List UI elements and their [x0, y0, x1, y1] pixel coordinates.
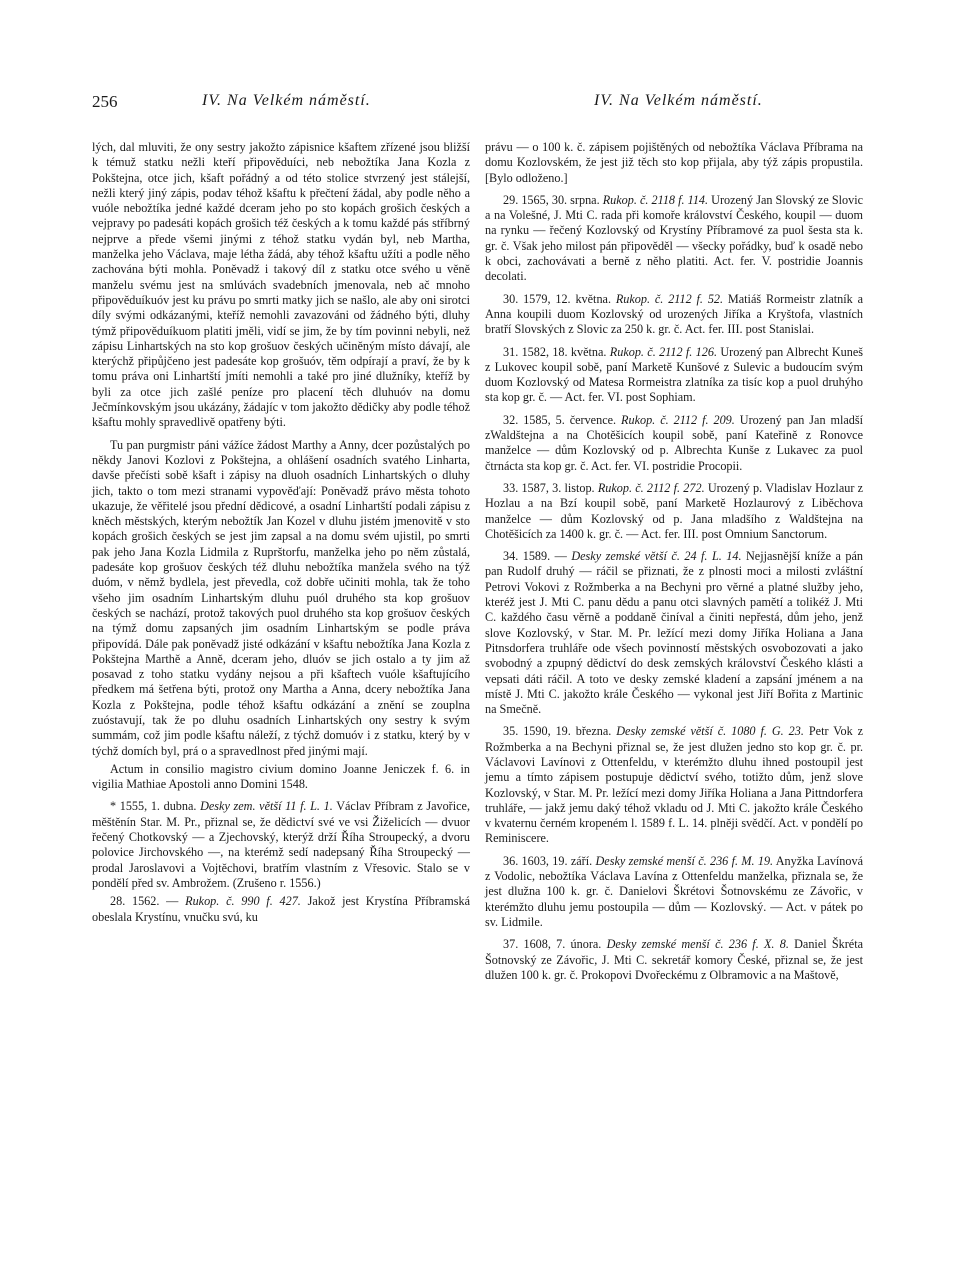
- entry-35: [485, 724, 863, 846]
- entry-34-body: Nejjasnější kníže a pán pan Rudolf druhý — ráčil se přiznati, že z plnosti moci a milosti zvláštní Petrovi Vokovi z Rožmberka a na Bechyni pro věrné a platné služby jeho, kteréž jest J. Mti C. panu dědu a panu otci slavných pamětí a tolikéž J. Mti C. každého času věrně a poddaně činíval a činiti nepřestá, dům jeho, jenž slove Kozlovský, v Star. M. Pr. ležící mezi domy Jiříka Holiana a Jana Pitnsdorfera truhláře ode všech povinností městských osvobozovati a jako svobodný a zpupný dědictví do desk zemských království Českého klásti a vepsati dáti ráčil. A toto ve desky zemské kladení a zapsání jménem a na místě J. Mti C. jakožto krále Českého — vykonal jest Jiří Bořita z Martinic na Smečně.: [485, 549, 864, 717]
- entry-28-body: Jakož jest Krystína Příbramská obeslala Krystínu, vnučku svú, ku: [92, 894, 471, 924]
- entry-30-source: Rukop. č. 2112 f. 52.: [615, 291, 724, 306]
- entry-29-head: 29. 1565, 30. srpna.: [503, 192, 600, 207]
- entry-27-source: Desky zem. větší 11 f. L. 1.: [200, 799, 333, 814]
- page-number: 256: [92, 92, 118, 111]
- entry-27-head: * 1555, 1. dubna.: [110, 799, 197, 814]
- entry-37-body: Daniel Škréta Šotnovský ze Závořic, J. Mti C. sekretář komory České, přiznal se, že jest dlužen 100 k. gr. č. Prokopovi Dvořeckému z Olbramovic a na Maštově,: [485, 937, 863, 982]
- running-head-left: IV. Na Velkém náměstí.: [202, 92, 371, 109]
- entry-36-head: 36. 1603, 19. září.: [503, 853, 593, 868]
- paragraph-right-continuation: právu — o 100 k. č. zápisem pojištěných od nebožtíka Václava Příbrama na domu Kozlovském, že jest již těch sto kop přijala, aby týž zápis propustila. [Bylo odloženo.]: [485, 140, 863, 185]
- entry-37: [485, 937, 863, 983]
- entry-30: [485, 292, 863, 338]
- entry-29-body: Urozený Jan Slovský ze Slovic a na Volešné, J. Mti C. rada při komoře království Českého, koupil — duom na rynku — řečený Kozlovský od Krystíny Příbramové za puol šesta sta k. gr. č. Však jeho milost pán připověděl — všecky pořádky, buď k osadě nebo k obci, zachovávati a berně z něho platiti. Act. fer. V. postridie Joannis decolati.: [485, 192, 863, 284]
- paragraph-verdict: Tu pan purgmistr páni vážíce žádost Marthy a Anny, dcer pozůstalých po někdy Janovi Kozlovi z Pokštejna, a ohlášení osadních svatého Linharta, davše přečísti sobě kšaft i zápisy na dluoh osadních Linhartských o dluhy jich, takto o tom mezi stranami vypověďají: Poněvadž právo města tohoto ukazuje, že věřitelé jsou přední dědicové, a osadní Linhartští podali zápisu z kněch městských, kterým nebožtík Jan Kozel v dluhu jistém jmenovitě v sto kopách grošich českých se jest jim zapsal a na domu svém ujistil, po smrti pak jeho Jana Kozla Lidmila z Ruprštorfu, manželka jeho po něm zůstalá, padesáte kop grošuov českých též dluhu nebožtíka manžela svého na týž duóm, v němž bydlela, jest převedla, což dobře učiniti mohla, tak že toho všeho jim osadním Linhartským dluhu puól druhého sta kop grošuov českých se nachází, protož takových puol druhého sta kop grošuov českých na týmž domu zapsaných jim osadním Linhartským se podle práva připovídá. Dále pak poněvadž jisté odkázání v kšaftu nebožtíka Jana Kozla z Pokštejna Marthě a Anně, dceram jeho, dluóv se jich ostalo a ty jim až posavad z toho statku vydány nejsou a při kšaftech vuóle kšaftujícího předkem má šetřena býti, protož ony Martha a Anna, dcery nebožtíka Jana Kozla z Pokštejna, podle téhož kšaftu odkázání a znění se zouplna zuóstavují, tak že po dluhu osadních Linhartských ony sestry k svým summám, což jim podle kšaftu náleží, z týchž domuóv i z statku, který by v týchž domích byl, prá o a spravedlnost před jinými mají.: [92, 437, 470, 758]
- entry-32-source: Rukop. č. 2112 f. 209.: [621, 412, 735, 427]
- entry-29-source: Rukop. č. 2118 f. 114.: [602, 192, 709, 207]
- entry-35-body: Petr Vok z Rožmberka a na Bechyni přiznal se, že jest dlužen jedno sto kop gr. č. pr. Václavovi Lavínovi z Ottenfeldu, v kterémžto dluhu ihned postoupil jest jemu a tímto zápisem postupuje dědictví svého, totižto dům, jenž slove Kozlovský, v Star. M. Pr. ležící mezi domy Jiříka Holiana a Jana Pittndorfera truhláře, — jakž jemu daký téhož vkladu od J. Mti C. jakožto krále Českého v kvaternu černém kropeném l. 1589 f. L. 14. plněji svědčí. Act. v pondělí po Reminiscere.: [485, 724, 864, 846]
- page-header: [92, 92, 768, 116]
- entry-27: [92, 799, 470, 891]
- paragraph-continuation: lých, dal mluviti, že ony sestry jakožto zápisnice kšaftem zřízené jsou bližší k témuž statku nežli kteří připověduíci, neb nebožtíka Jana Kozla z Pokštejna, otce jich, kšaft pořádný a od této stolice stvrzený jest stálejší, nežli který jiný zápis, podav téhož kšaftu k přečtení žádal, aby podle něho a vuóle nebožtíka jedné každé dceram jeho po sto kopách grošich českých a vejpravy po padesáti kopách grošich též českých a k tomu každé pás stříbrný nejprve a přede všemi jinými z téhož statku vydán byl, neb Martha, manželka jeho Václava, maje létha žádá, aby téhož kšaftu užíti a podle něho zachována býti mohla. Poněvadž i takový díl z statku otce svého u věně manželu svému jest na smlúvách svadebních jmenovala, neb ač mnoho připověduíkuóv jest ku právu po smrti matky jich se našlo, ale aby oni sirotci díly svými odkázanými, kteříž nemohli zavazováni od žádného býti, dluhy týmž připověduíkuom platiti jměli, vidí se jim, že by tím povinni nebyli, než zápisu Linhartských na sto kop grošuov českých učiněným místo dávají, ale kterýchž připůjčeno jest padesáte kop grošuóv, těm odpírají a praví, že by k tomu práva oni Linhartští jmíti nemohli a také pro jiné dlužníky, kteříž by byli za otce jich zašlé peníze pro placení těch dluhuóv na domu Ječmínkovským jsou ukázány, žádajíc v tom jakožto dědičky aby podle téhož kšaftu mohly spravedlivě opatřeny býti.: [92, 140, 470, 430]
- entry-27-body: Václav Příbram z Javořice, měštěnín Star. M. Pr., přiznal se, že dědictví své ve vsi Žiželicích — dvuor řečený Chotkovský — a Zjechovský, kterýž drží Říha Stroupecký, a dvoru polovice Jirchovského —, na kterémž sedí nadepsaný Říha Stroupecký — prodal Jaroslavovi a Vojtěchovi, bratřím vlastním z Vřesovic. Stalo se v pondělí před sv. Ambrožem. (Zrušeno r. 1556.): [92, 799, 470, 890]
- entry-32-head: 32. 1585, 5. července.: [503, 412, 617, 427]
- entry-36: [485, 854, 863, 930]
- entry-30-body: Matiáš Rormeistr zlatník a Anna koupili duom Kozlovský od urozených Jiříka a Kryštofa, vlastních bratří Slovských z Slovic za 250 k. gr. č. Act. fer. III. post Stanislai.: [485, 291, 863, 337]
- entry-34-head: 34. 1589. —: [503, 549, 567, 564]
- entry-35-head: 35. 1590, 19. března.: [503, 724, 612, 739]
- entry-28: [92, 894, 470, 925]
- entry-37-head: 37. 1608, 7. února.: [503, 937, 602, 952]
- running-head-right: IV. Na Velkém náměstí.: [594, 92, 763, 109]
- entry-30-head: 30. 1579, 12. května.: [503, 291, 611, 306]
- entry-31-body: Urozený pan Albrecht Kuneš z Lukovec koupil sobě, paní Marketě Kunšové z Sulevic a budoucím svým duom Kozlovský od Matesa Rormeistra zlatníka za tisíc kop a puol druhýho sta kop gr. č. — Act. fer. VI. post Sophiam.: [485, 344, 864, 405]
- entry-32: [485, 413, 863, 474]
- left-column: [92, 140, 470, 932]
- entry-28-head: 28. 1562. —: [110, 894, 179, 909]
- entry-31: [485, 345, 863, 406]
- entry-31-source: Rukop. č. 2112 f. 126.: [609, 344, 717, 359]
- entry-34-source: Desky zemské větší č. 24 f. L. 14.: [571, 549, 742, 564]
- entry-36-source: Desky zemské menší č. 236 f. M. 19.: [595, 853, 774, 868]
- entry-34: [485, 549, 863, 717]
- entry-33-head: 33. 1587, 3. listop.: [503, 480, 595, 495]
- entry-37-source: Desky zemské menší č. 236 f. X. 8.: [606, 937, 789, 952]
- paragraph-actum: Actum in consilio magistro civium domino Joanne Jeniczek f. 6. in vigilia Mathiae Apostoli anno Domini 1548.: [92, 761, 470, 792]
- entry-35-source: Desky zemské větší č. 1080 f. G. 23.: [616, 724, 804, 739]
- right-column: [485, 140, 863, 990]
- entry-33-source: Rukop. č. 2112 f. 272.: [597, 480, 705, 495]
- entry-33-body: Urozený p. Vladislav Hozlaur z Hozlau a na Bzí koupil sobě, paní Marketě Hozlaurový z Liběchova manželce — dům Kozlovský od p. Jana mladšího z Waldštejna na Chotěšicích za 1400 k. gr. č. — Act. fer. III. post Omnium Sanctorum.: [485, 480, 864, 541]
- entry-31-head: 31. 1582, 18. května.: [503, 344, 607, 359]
- entry-33: [485, 481, 863, 542]
- entry-29: [485, 193, 863, 285]
- entry-32-body: Urozený pan Jan mladší zWaldštejna a na Chotěšicích koupil sobě, paní Kateřině z Ronovce manželce — dům Kozlovský od p. Albrechta Kunše z Lukavec za puol čtrnácta sta kop gr. č. Act. fer. VI. postridie Procopii.: [485, 412, 864, 473]
- entry-28-source: Rukop. č. 990 f. 427.: [185, 894, 301, 909]
- entry-36-body: Anyžka Lavínová z Vodolic, nebožtíka Václava Lavína z Ottenfeldu manželka, přiznala se, že jest dlužna 100 k. gr. č. Danielovi Škrétovi Šotnovskému ze Závořic, v kterémžto dluhu jemu postoupila — dům — Kozlovský. — Act. v pátek po sv. Lidmile.: [485, 853, 863, 929]
